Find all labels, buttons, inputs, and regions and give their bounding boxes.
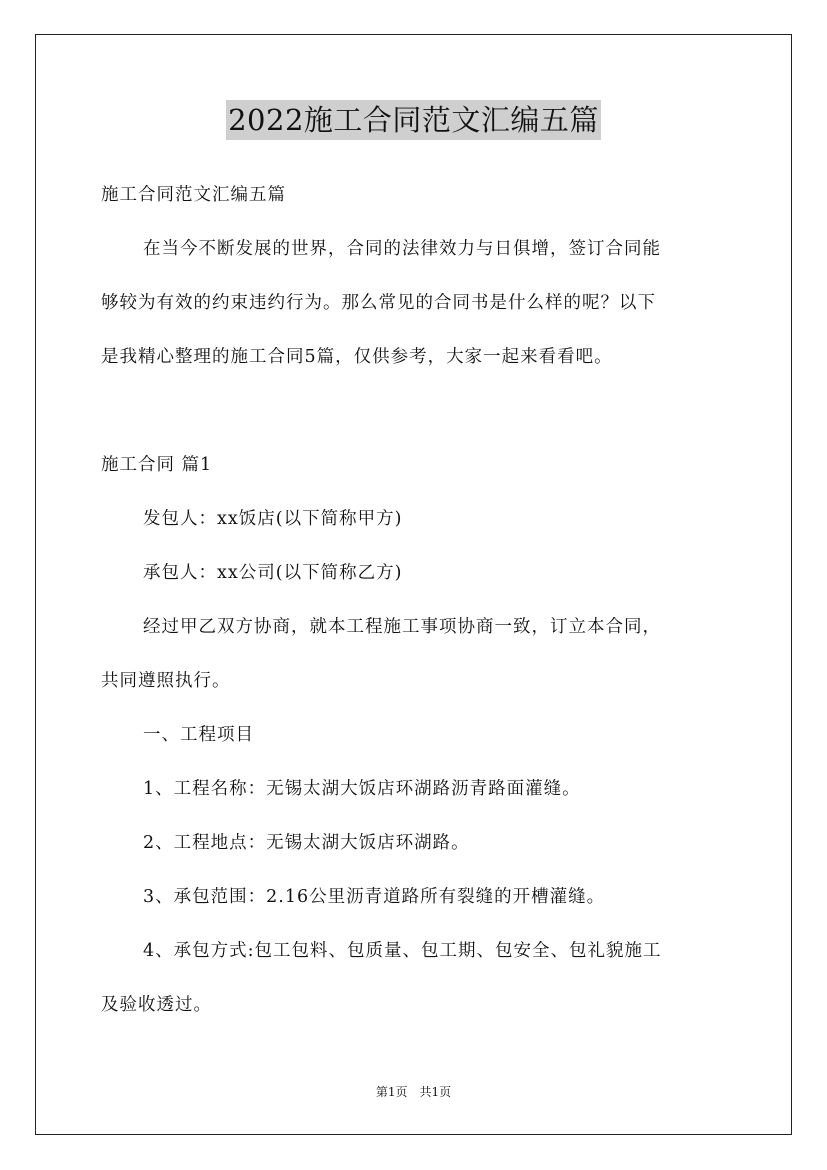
intro-line-3: 是我精心整理的施工合同5篇，仅供参考，大家一起来看看吧。: [101, 347, 613, 367]
agreement-line-2: 共同遵照执行。: [101, 671, 231, 691]
intro-line-2: 够较为有效的约束违约行为。那么常见的合同书是什么样的呢？以下: [101, 293, 656, 313]
agreement-line-1: 经过甲乙双方协商，就本工程施工事项协商一致，订立本合同，: [143, 617, 661, 637]
title-container: [0, 100, 827, 140]
section-heading: 施工合同 篇1: [101, 455, 213, 475]
item-heading: 一、工程项目: [143, 725, 254, 745]
party-b: 承包人：xx公司(以下简称乙方): [143, 563, 403, 583]
list-item: 2、工程地点：无锡太湖大饭店环湖路。: [143, 833, 470, 853]
list-item-continuation: 及验收透过。: [101, 995, 212, 1015]
page-number-footer: 第1页 共1页: [375, 1085, 452, 1099]
party-a: 发包人：xx饭店(以下简称甲方): [143, 509, 403, 529]
intro-line-1: 在当今不断发展的世界，合同的法律效力与日俱增，签订合同能: [143, 239, 661, 259]
document-subtitle: 施工合同范文汇编五篇: [101, 185, 286, 205]
list-item: 3、承包范围：2.16公里沥青道路所有裂缝的开槽灌缝。: [143, 887, 606, 907]
document-title: 2022施工合同范文汇编五篇: [226, 100, 601, 140]
list-item: 1、工程名称：无锡太湖大饭店环湖路沥青路面灌缝。: [143, 779, 581, 799]
list-item: 4、承包方式:包工包料、包质量、包工期、包安全、包礼貌施工: [143, 941, 662, 961]
